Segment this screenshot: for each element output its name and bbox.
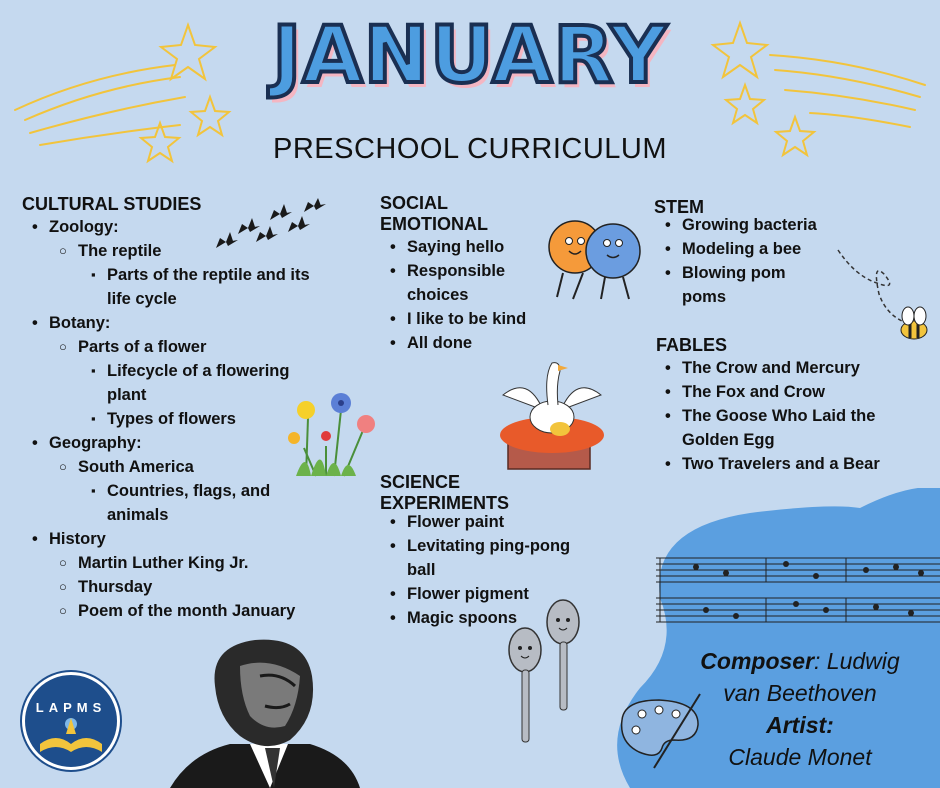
science-experiments-heading [380,472,509,514]
list-item: life cycle [107,290,177,308]
social-emotional-heading [380,193,488,235]
flowers-illustration [286,388,381,480]
composer-line [680,645,920,677]
list-item: • The Goose Who Laid the [682,404,932,428]
logo-text: LAPMS [35,700,107,715]
list-item: • All done [407,331,557,355]
list-item: ○ Parts of a flower [78,335,369,359]
list-item: • Modeling a bee [682,237,882,261]
list-item: Golden Egg [682,431,775,449]
list-item: • I like to be kind [407,307,557,331]
list-item: • Blowing pom [682,261,882,285]
list-item: ball [407,561,436,579]
list-item: ○ The reptile [78,239,369,263]
list-item: ○ Thursday [78,575,369,599]
list-item: ○ Martin Luther King Jr. [78,551,369,575]
list-item: animals [107,506,169,524]
mlk-portrait [170,636,360,788]
fables-heading: FABLES [656,335,728,355]
list-item: • Responsible [407,259,557,283]
list-item: • Flower pigment [407,582,607,606]
logo-emblem-icon [36,710,106,756]
list-item: • The Crow and Mercury [682,356,932,380]
sheet-music-icon [656,552,940,632]
list-item: ▪ Lifecycle of a flowering [107,359,369,383]
composer-label: Composer [700,648,815,674]
list-item: • The Fox and Crow [682,380,932,404]
list-item: • Levitating ping-pong [407,534,607,558]
list-item: choices [407,286,469,304]
list-item: plant [107,386,147,404]
list-item: ▪ Parts of the reptile and its [107,263,369,287]
composer-name-part: : Ludwig [814,648,900,674]
social-emotional-list [407,235,557,355]
bee-icon [834,244,934,348]
list-item: • Saying hello [407,235,557,259]
list-item: ○ Poem of the month January [78,599,369,623]
fables-list [682,356,932,476]
stem-heading: STEM [654,197,705,217]
bird-tracks-icon [208,198,328,260]
list-item: • History [49,527,369,551]
goose-nest-illustration [498,355,606,473]
heading-line: EXPERIMENTS [380,493,510,513]
heading-line: EMOTIONAL [380,214,488,234]
list-item: • Two Travelers and a Bear [682,452,932,476]
list-item: ▪ Types of flowers [107,407,369,431]
list-item: ○ South America [78,455,369,479]
heading-line: SOCIAL [380,193,449,213]
artist-name: Claude Monet [728,744,872,770]
list-item: • Zoology: [49,215,369,239]
friends-characters-illustration [543,215,645,305]
list-item: poms [682,288,727,306]
artist-label: Artist: [766,712,834,738]
cultural-studies-heading: CULTURAL STUDIES [22,194,202,214]
list-item: • Geography: [49,431,369,455]
list-item: • Magic spoons [407,606,607,630]
page-subtitle: PRESCHOOL CURRICULUM [272,133,668,165]
list-item: • Botany: [49,311,369,335]
composer-name: van Beethoven [723,680,877,706]
list-item: • Growing bacteria [682,213,882,237]
composer-artist-block [680,645,920,773]
magic-spoons-illustration [505,598,587,746]
list-item: ▪ Countries, flags, and [107,479,369,503]
heading-line: SCIENCE [380,472,461,492]
page-title: JANUARY [272,11,668,101]
list-item: • Flower paint [407,510,607,534]
